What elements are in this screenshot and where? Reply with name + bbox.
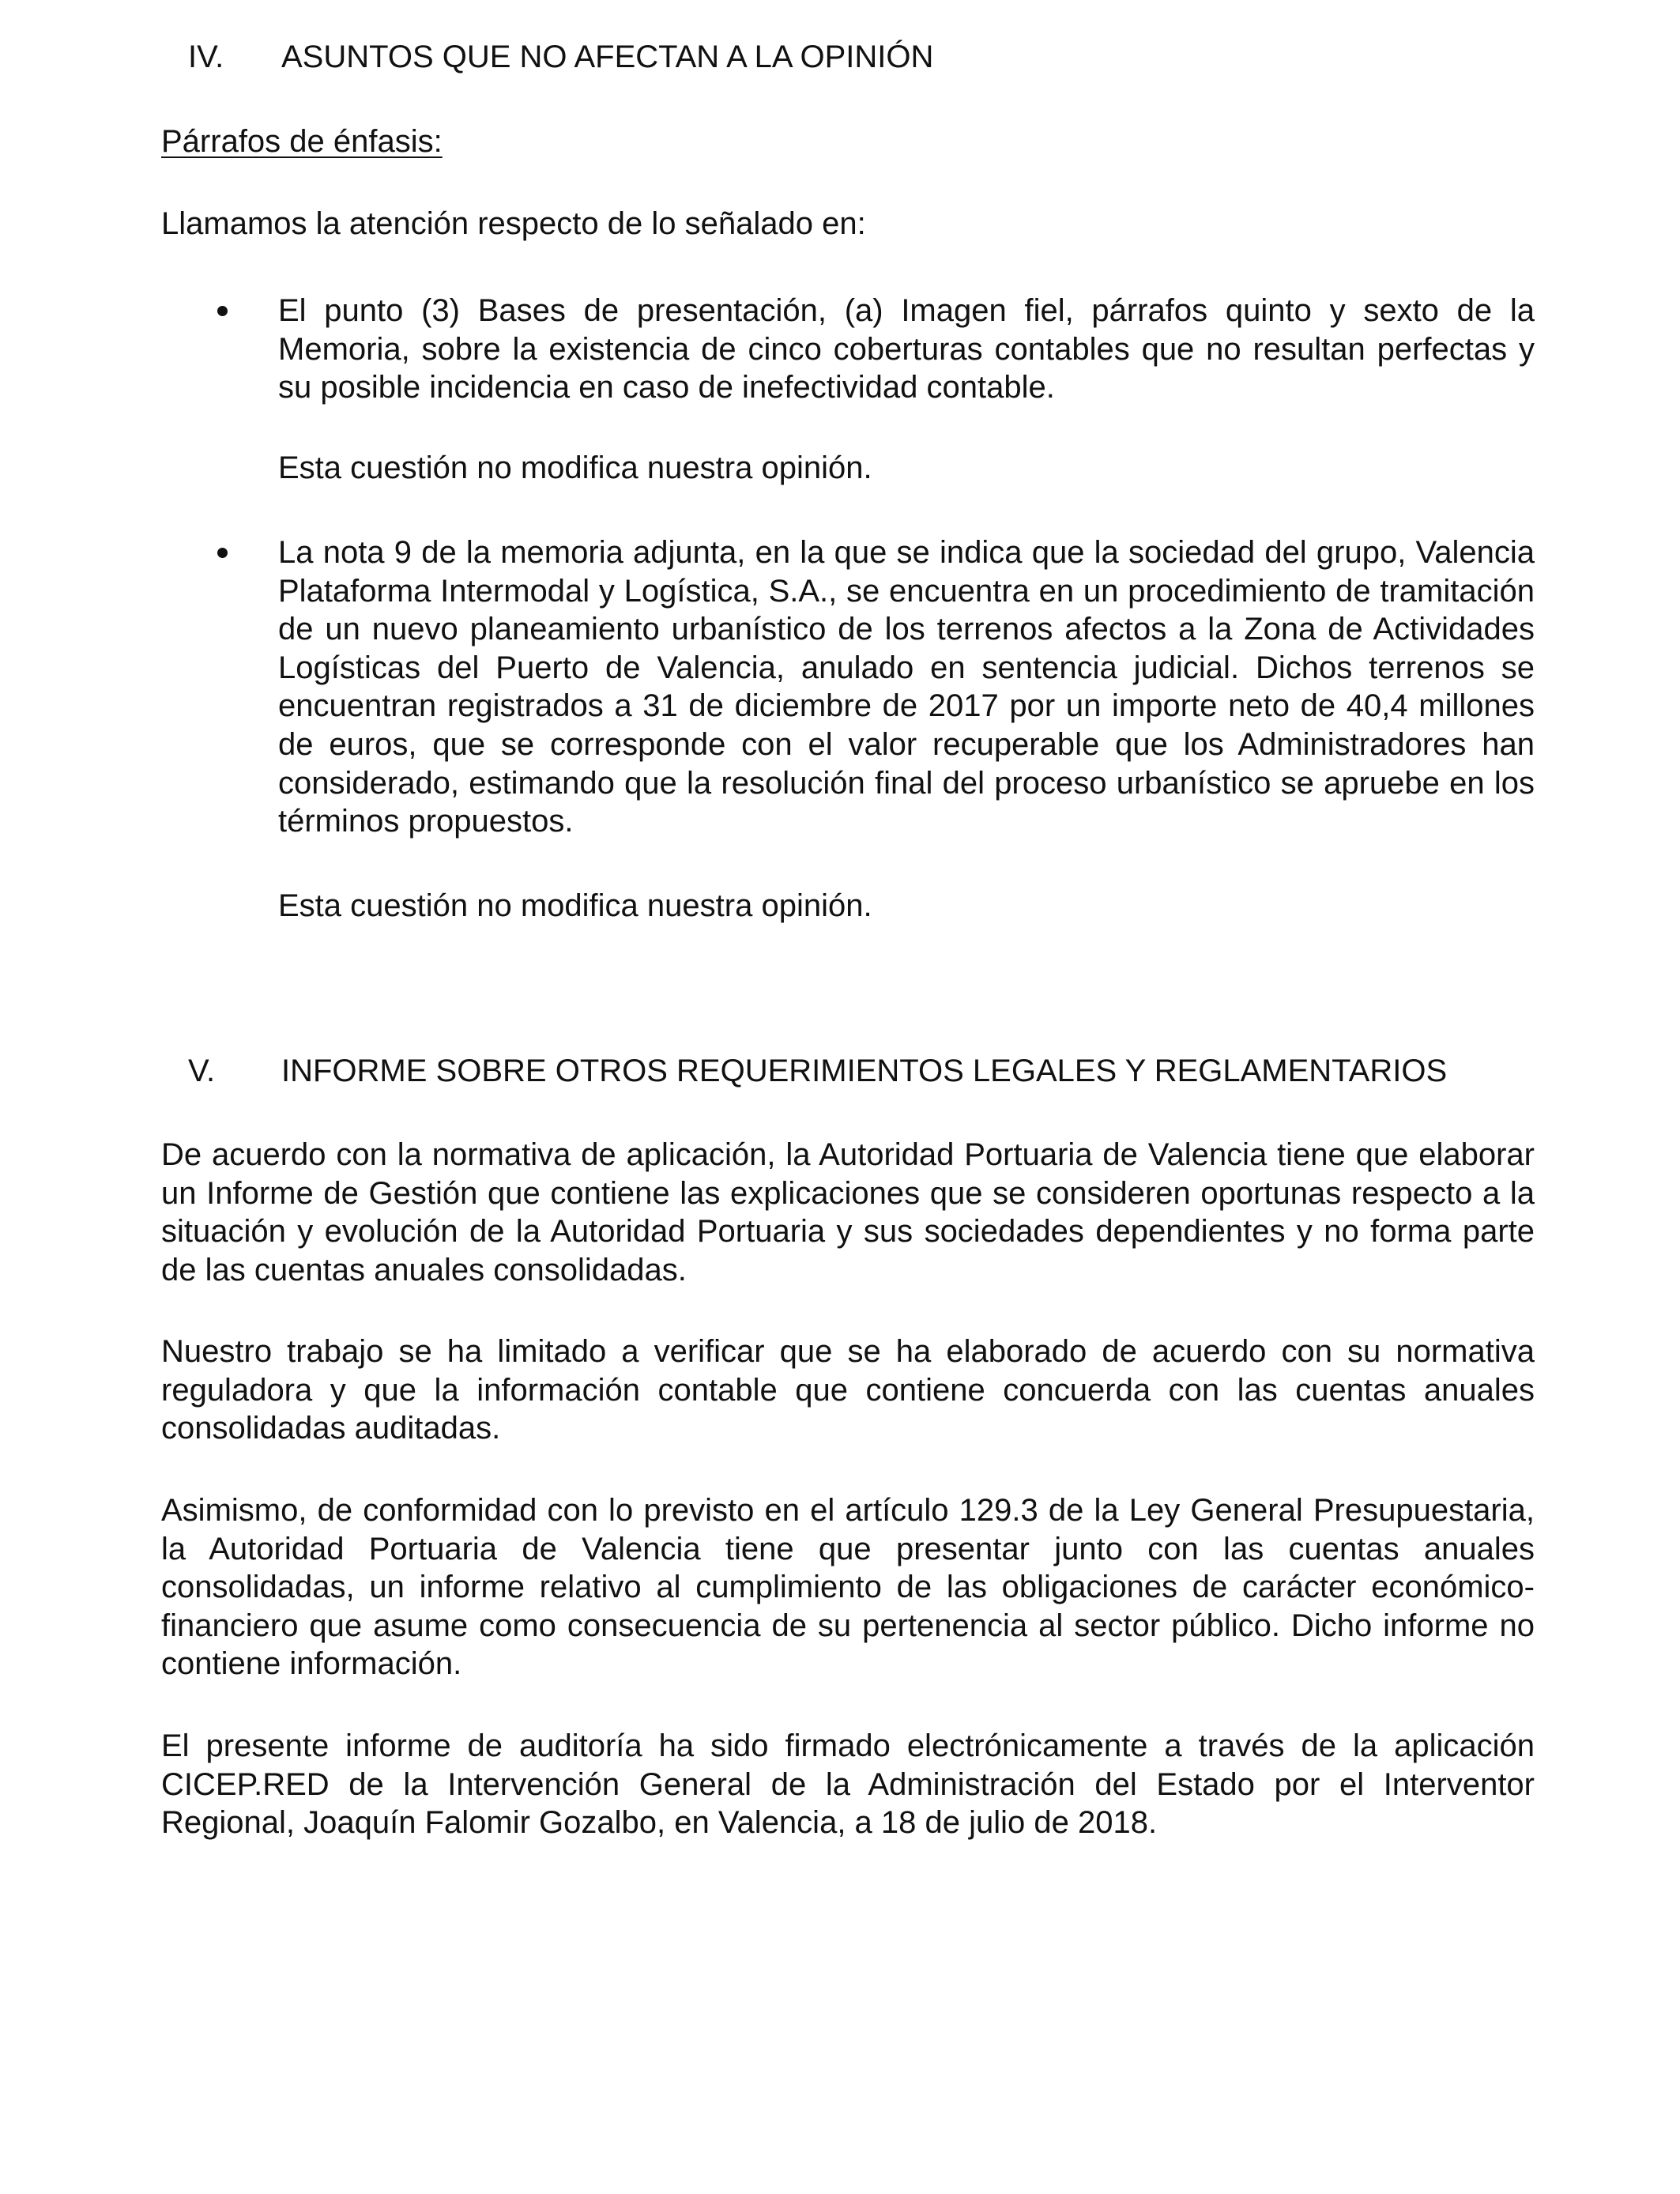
- bullet-1-note: Esta cuestión no modifica nuestra opinión.: [278, 450, 872, 485]
- bullet-1-text: El punto (3) Bases de presentación, (a) Imagen fiel, párrafos quinto y sexto de la Memoria, sobre la existencia de cinco coberturas contables que no resultan perfectas y su posible incidencia en caso de inefectividad contable.: [278, 293, 1535, 405]
- bullet-dot-icon: [217, 548, 228, 558]
- emphasis-subheading: [161, 123, 1535, 161]
- section-iv-title: ASUNTOS QUE NO AFECTAN A LA OPINIÓN: [281, 40, 934, 74]
- section-v-paragraph-4: El presente informe de auditoría ha sido firmado electrónicamente a través de la aplicación CICEP.RED de la Intervención General de la Administración del Estado por el Interventor Regional, Joaquín Falomir Gozalbo, en Valencia, a 18 de julio de 2018.: [161, 1728, 1535, 1841]
- section-v-title: INFORME SOBRE OTROS REQUERIMIENTOS LEGALES Y REGLAMENTARIOS: [281, 1054, 1448, 1088]
- bullet-2-note: Esta cuestión no modifica nuestra opinión.: [278, 888, 872, 923]
- emphasis-intro: Llamamos la atención respecto de lo señalado en:: [161, 206, 866, 241]
- bullet-dot-icon: [217, 306, 228, 316]
- section-iv-heading: [188, 37, 933, 77]
- section-v-paragraph-3: Asimismo, de conformidad con lo previsto en el artículo 129.3 de la Ley General Presupuestaria, la Autoridad Portuaria de Valencia tiene que presentar junto con las cuentas anuales consolidadas, un informe relativo al cumplimiento de las obligaciones de carácter económico-financiero que asume como consecuencia de su pertenencia al sector público. Dicho informe no contiene información.: [161, 1493, 1535, 1682]
- document-page: [161, 0, 1535, 2194]
- section-iv-number: IV.: [188, 40, 224, 74]
- section-v-paragraph-1: De acuerdo con la normativa de aplicación, la Autoridad Portuaria de Valencia tiene que elaborar un Informe de Gestión que contiene las explicaciones que se consideren oportunas respecto a la situación y evolución de la Autoridad Portuaria y sus sociedades dependientes y no forma parte de las cuentas anuales consolidadas.: [161, 1137, 1535, 1287]
- bullet-2-text: La nota 9 de la memoria adjunta, en la que se indica que la sociedad del grupo, Valencia Plataforma Intermodal y Logística, S.A., se encuentra en un procedimiento de tramitación de un nuevo planeamiento urbanístico de los terrenos afectos a la Zona de Actividades Logísticas del Puerto de Valencia, anulado en sentencia judicial. Dichos terrenos se encuentran registrados a 31 de diciembre de 2017 por un importe neto de 40,4 millones de euros, que se corresponde con el valor recuperable que los Administradores han considerado, estimando que la resolución final del proceso urbanístico se apruebe en los términos propuestos.: [278, 535, 1535, 839]
- section-v-paragraph-2: Nuestro trabajo se ha limitado a verificar que se ha elaborado de acuerdo con su normativa reguladora y que la información contable que contiene concuerda con las cuentas anuales consolidadas auditadas.: [161, 1334, 1535, 1446]
- section-v-heading: [188, 1051, 1447, 1091]
- section-v-number: V.: [188, 1054, 216, 1088]
- emphasis-subheading-text: Párrafos de énfasis:: [161, 124, 443, 159]
